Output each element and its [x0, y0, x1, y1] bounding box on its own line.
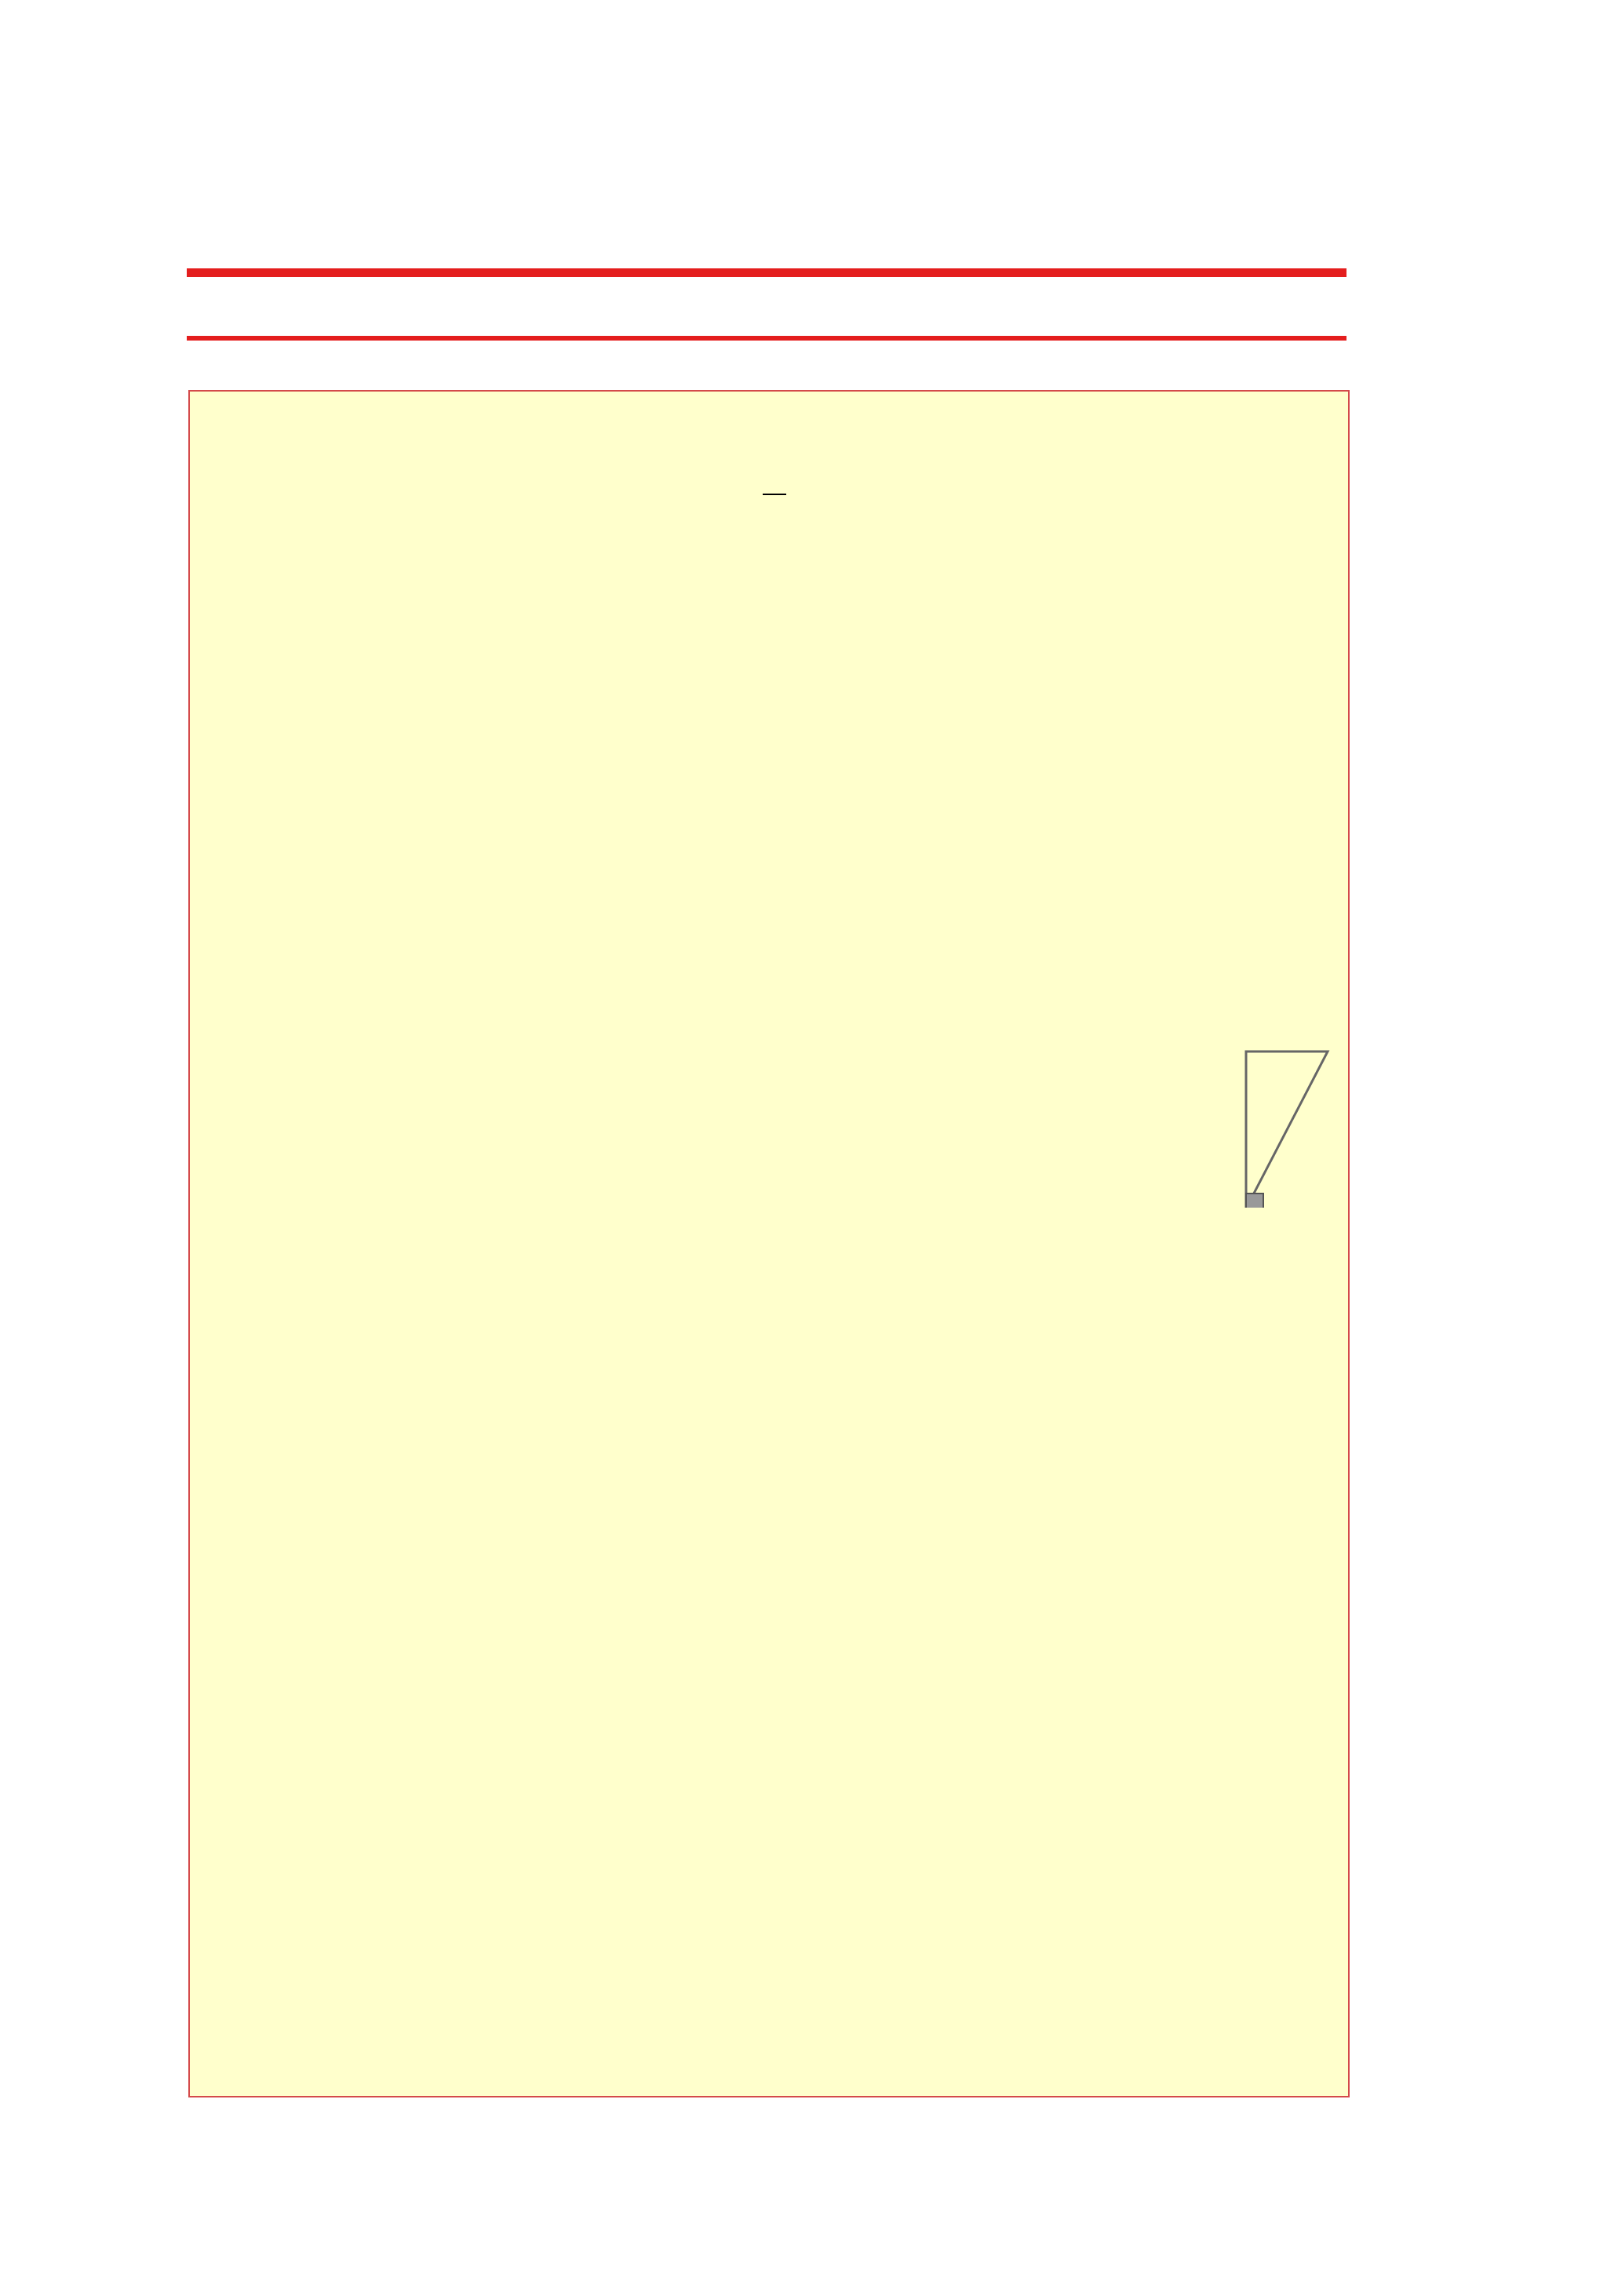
- title-bottom-rule: [187, 336, 1346, 341]
- ex1-frac-bar: [763, 494, 786, 495]
- triangle-outline: [1246, 1051, 1328, 1208]
- right-angle-marker: [1246, 1194, 1263, 1208]
- exercises-box: [188, 390, 1350, 2097]
- title-top-rule: [187, 268, 1346, 277]
- right-triangle-figure: [1077, 1019, 1343, 1208]
